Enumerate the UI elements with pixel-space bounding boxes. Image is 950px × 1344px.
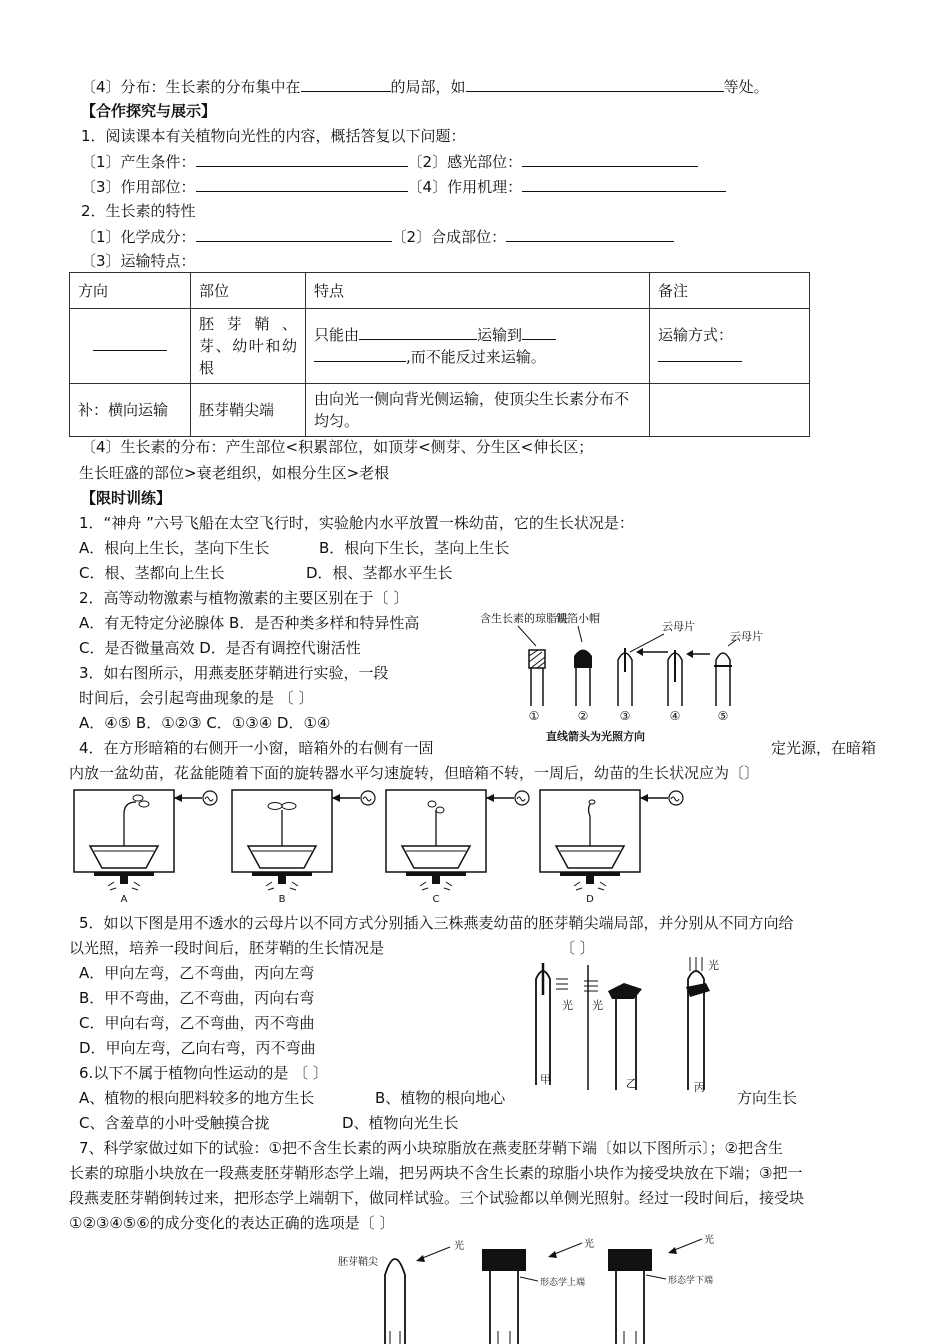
box-b [232,790,375,905]
section-heading-cooperation: 【合作探究与展示】 [81,102,217,120]
label-light-1: 光 [454,1241,464,1252]
option-5a: A．甲向左弯，乙不弯曲，丙向左弯 [79,964,315,982]
line-distribution [81,76,769,97]
option-6b: B、植物的根向地心 [375,1089,506,1107]
question-t1: 1．“神舟 ”六号飞船在太空飞行时，实验舱内水平放置一株幼苗，它的生长状况是： [79,514,634,532]
caption-light-direction: 直线箭头为光照方向 [546,730,645,743]
label-yi: 乙 [626,1077,637,1090]
table-cell-part: 胚芽鞘尖端 [191,384,306,437]
option-6c: C、含羞草的小叶受触摸合拢 [79,1114,270,1132]
text: 〔1〕化学成分： [81,228,196,246]
text: 〔2〕感光部位： [407,153,523,171]
table-header: 方向 [70,273,191,309]
blank [522,324,556,340]
question-t5-bracket: 〔 〕 [560,939,595,957]
blank [506,226,674,242]
question-t7-line2: 长素的琼脂小块放在一段燕麦胚芽鞘形态学上端，把另两块不含生长素的琼脂小块作为接受块放在下端；③把一 [69,1164,803,1182]
text: 〔4〕作用机理： [407,178,523,196]
label-box-c: C [432,894,440,905]
question-2: 2．生长素的特性 [81,202,196,220]
label-light-jia: 光 [562,999,573,1012]
line-q1-1 [81,151,698,172]
table-cell-note [650,384,810,437]
blank [196,226,392,242]
option-2cd: C．是否微量高效 D．是否有调控代谢活性 [79,639,361,657]
option-6d: D、植物向光生长 [342,1114,459,1132]
label-jia: 甲 [540,1073,551,1086]
question-t3-cont: 时间后，会引起弯曲现象的是 〔 〕 [79,689,314,707]
table-header: 部位 [191,273,306,309]
text: ,而不能反过来运输。 [406,348,546,366]
coleoptile-5 [714,640,736,706]
agar-block-top-2 [608,1249,652,1271]
blank [314,346,406,362]
label-bing: 丙 [694,1081,705,1094]
question-t4-line2: 内放一盆幼苗，花盆能随着下面的旋转器水平匀速旋转，但暗箱不转，一周后，幼苗的生长状况应为〔〕 [69,764,760,782]
number-4: ④ [669,709,681,723]
option-2ab: A．有无特定分泌腺体 B．是否种类多样和特异性高 [79,614,420,632]
figure-q4-dark-boxes [70,788,710,906]
figure-q7-experiment [330,1235,750,1344]
blank [522,151,698,167]
line-q1-2 [81,176,726,197]
table-cell-feature [306,309,650,384]
line-distribution-order: 〔4〕生长素的分布：产生部位<积累部位，如顶芽<侧芽、分生区<伸长区； [81,438,594,456]
table-cell-direction: 补：横向运输 [70,384,191,437]
label-box-b: B [278,894,286,905]
label-mica-1: 云母片 [662,620,695,633]
option-6b-cont: 方向生长 [737,1089,798,1107]
label-morph-bottom: 形态学下端 [668,1276,714,1286]
blank [522,176,726,192]
question-t7: 7、科学家做过如下的试验：①把不含生长素的两小块琼脂放在燕麦胚芽鞘下端〔如以下图所示〕；②把含生 [79,1139,783,1157]
box-d [540,790,683,905]
label-box-a: A [120,894,128,905]
text: 〔2〕合成部位： [391,228,507,246]
box-c [386,790,529,905]
agar-block-top-1 [482,1249,526,1271]
label-light-bing: 光 [708,959,719,972]
label-coleoptile-tip: 胚芽鞘尖 [338,1257,378,1268]
option-1d: D．根、茎都水平生长 [306,564,453,582]
coleoptile-bing [686,957,719,1090]
number-1: ① [528,709,540,723]
table-header: 特点 [306,273,650,309]
text: 〔1〕产生条件： [81,153,196,171]
question-t4-cont: 定光源，在暗箱 [771,739,877,757]
label-foil-cap: 锡箔小帽 [556,612,600,625]
blank [466,76,724,92]
option-1b: B．根向下生长，茎向上生长 [319,539,510,557]
blank [301,76,391,92]
option-1a: A．根向上生长，茎向下生长 [79,539,270,557]
question-t4: 4．在方形暗箱的右侧开一小窗，暗箱外的右侧有一固 [79,739,434,757]
table-header: 备注 [650,273,810,309]
question-1: 1．阅读课本有关植物向光性的内容，概括答复以下问题： [81,127,466,145]
blank [93,335,167,351]
label-light-2: 光 [584,1239,594,1250]
question-t7-line4: ①②③④⑤⑥的成分变化的表达正确的选项是〔 〕 [69,1214,395,1232]
question-t5: 5．如以下图是用不透水的云母片以不同方式分别插入三株燕麦幼苗的胚芽鞘尖端局部，并分别从不同方向给 [79,914,794,932]
number-2: ② [577,709,589,723]
table-cell-note [650,309,810,384]
blank [359,324,477,340]
figure-q3-coleoptiles [478,610,778,745]
blank [658,346,742,362]
question-t3: 3．如右图所示，用燕麦胚芽鞘进行实验，一段 [79,664,389,682]
coleoptile-2 [574,650,592,707]
question-t2: 2．高等动物激素与植物激素的主要区别在于〔 〕 [79,589,409,607]
option-5b: B．甲不弯曲，乙不弯曲，丙向右弯 [79,989,315,1007]
option-5c: C．甲向右弯，乙不弯曲，丙不弯曲 [79,1014,315,1032]
transport-table [69,272,810,437]
box-a [74,790,217,905]
section-heading-timed: 【限时训练】 [81,489,172,507]
question-t6: 6.以下不属于植物向性运动的是 〔 〕 [79,1064,328,1082]
label-mica-2: 云母片 [730,630,763,643]
option-5d: D．甲向左弯，乙向右弯，丙不弯曲 [79,1039,316,1057]
option-6a: A、植物的根向肥料较多的地方生长 [79,1089,315,1107]
text: 〔3〕作用部位： [81,178,196,196]
number-3: ③ [619,709,631,723]
coleoptile-yi [584,965,642,1090]
coleoptile-1 [529,650,545,706]
label-light-3: 光 [704,1235,714,1246]
blank [196,176,408,192]
coleoptile-jia [536,963,573,1085]
blank [196,151,408,167]
coleoptile-3 [618,648,668,706]
option-3: A．④⑤ B．①②③ C．①③④ D．①④ [79,714,331,732]
text: 只能由 [314,326,360,344]
line-distribution-order-2: 生长旺盛的部位>衰老组织，如根分生区>老根 [79,464,390,482]
line-q2-1 [81,226,674,247]
text: 运输到 [477,326,523,344]
label-box-d: D [586,894,594,905]
table-cell-feature: 由向光一侧向背光侧运输，使顶尖生长素分布不均匀。 [306,384,650,437]
option-1c: C．根、茎都向上生长 [79,564,225,582]
question-t5-line2: 以光照，培养一段时间后，胚芽鞘的生长情况是 [69,939,385,957]
label-light-yi: 光 [592,999,603,1012]
coleoptile-4 [668,650,710,706]
figure-q5-mica [528,955,728,1095]
table-cell-direction [70,309,191,384]
label-agar-block: 含生长素的琼脂块 [480,612,568,625]
question-t7-line3: 段燕麦胚芽鞘倒转过来，把形态学上端朝下，做同样试验。三个试验都以单侧光照射。经过一段时间后，接受块 [69,1189,805,1207]
text: 的局部，如 [390,78,466,96]
text: 运输方式： [658,326,734,344]
text: 〔4〕分布：生长素的分布集中在 [81,78,301,96]
number-5: ⑤ [717,709,729,723]
table-cell-part: 胚 芽 鞘 、 芽、幼叶和幼根 [191,309,306,384]
line-q2-3: 〔3〕运输特点： [81,252,196,270]
text: 等处。 [723,78,769,96]
label-morph-top: 形态学上端 [540,1278,586,1288]
